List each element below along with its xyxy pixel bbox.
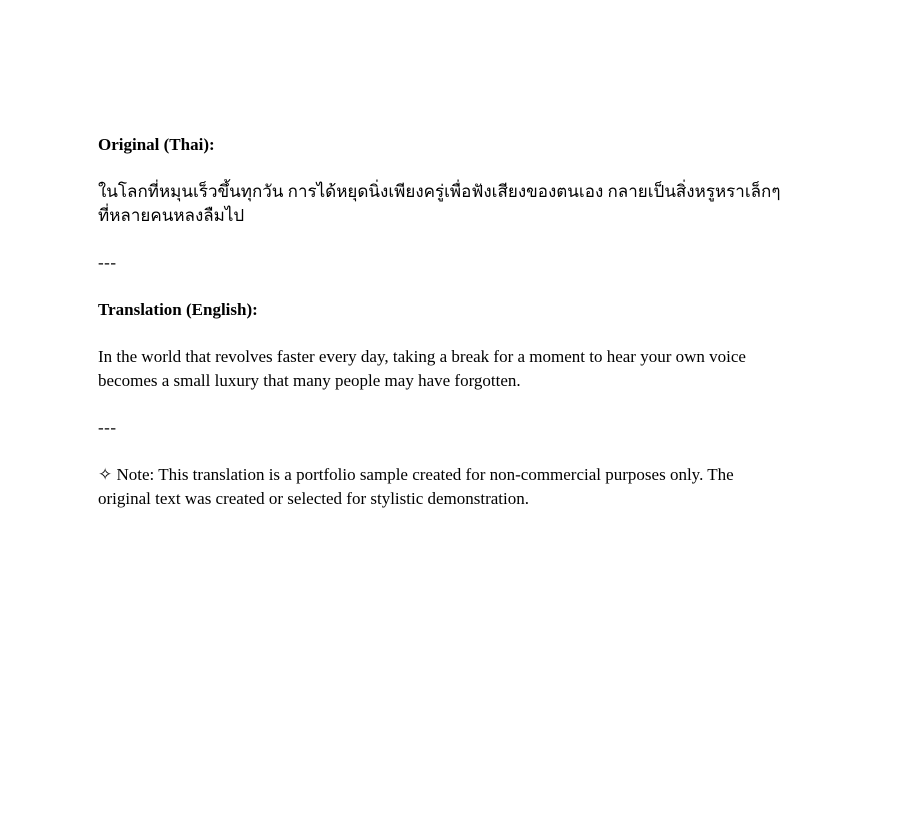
note-text: Note: This translation is a portfolio sample created for non-commercial purposes only. The original text was created or selected for stylistic demonstration. — [98, 465, 734, 508]
separator-1: --- — [98, 253, 117, 272]
original-thai-text: ในโลกที่หมุนเร็วขึ้นทุกวัน การได้หยุดนิ่งเพียงครู่เพื่อฟังเสียงของตนเอง กลายเป็นสิ่งหรูหราเล็กๆ ที่หลายคนหลงลืมไป — [98, 182, 781, 225]
separator-2: --- — [98, 418, 117, 437]
document-content — [98, 133, 782, 511]
translation-english-text: In the world that revolves faster every day, taking a break for a moment to hear your own voice becomes a small luxury that many people may have forgotten. — [98, 347, 746, 390]
sparkle-icon: ✧ — [98, 465, 113, 484]
translation-heading: Translation (English): — [98, 300, 258, 319]
original-heading: Original (Thai): — [98, 135, 215, 154]
note-paragraph — [98, 463, 782, 511]
